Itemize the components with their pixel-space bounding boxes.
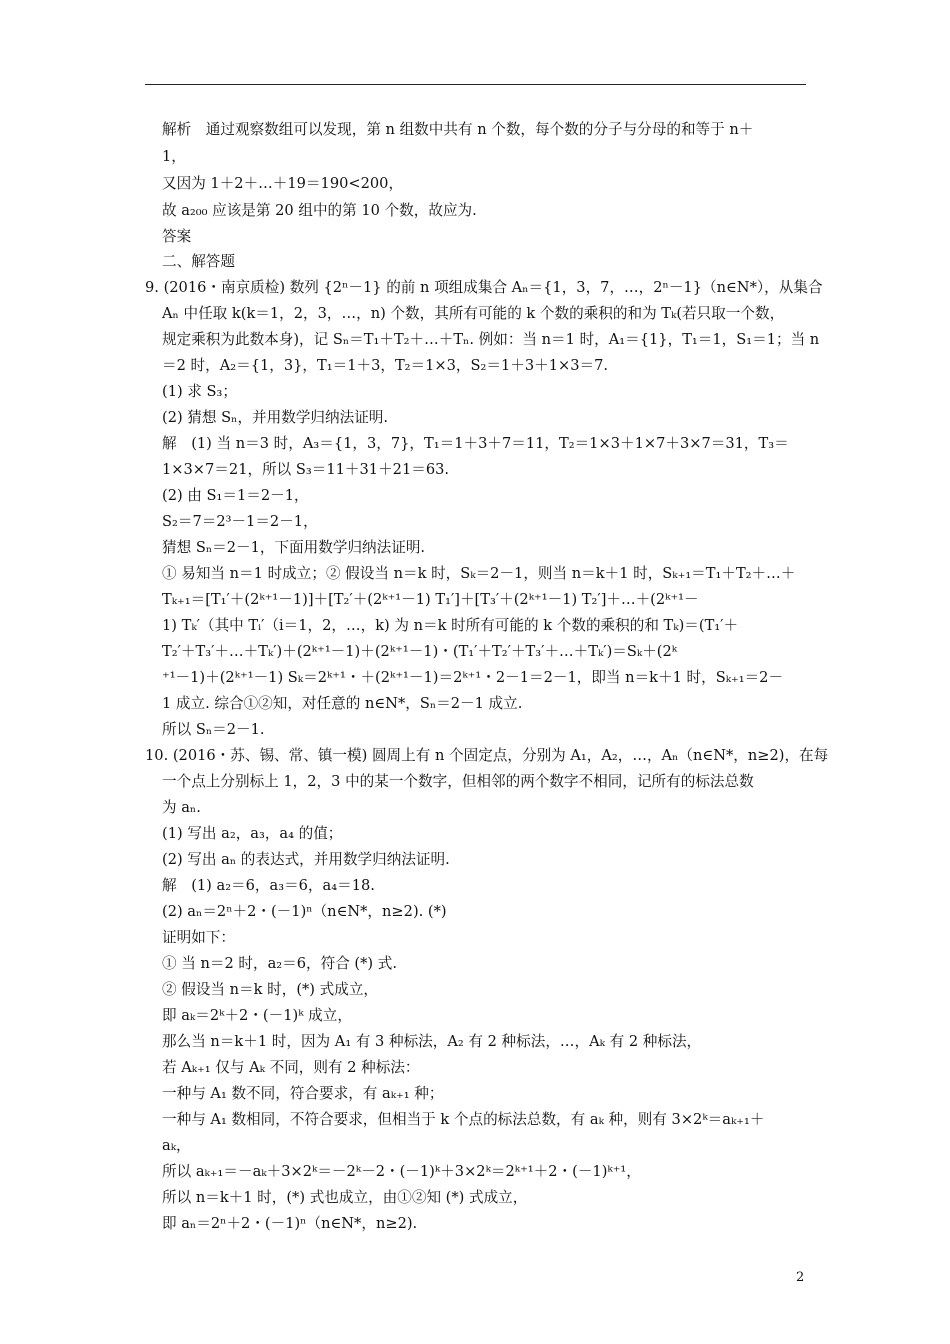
text-line: 猜想 Sₙ＝2－1，下面用数学归纳法证明. [162, 539, 426, 556]
text-line: 规定乘积为此数本身)，记 Sₙ＝T₁＋T₂＋…＋Tₙ. 例如：当 n＝1 时，A₁＝{1}，T₁＝1，S₁＝1；当 n [162, 331, 820, 348]
text-line: 9. (2016・南京质检) 数列 {2ⁿ－1} 的前 n 项组成集合 Aₙ＝{1，3，7，…，2ⁿ－1}（n∈N*），从集合 [145, 279, 823, 296]
text-line: ① 易知当 n＝1 时成立；② 假设当 n＝k 时，Sₖ＝2－1，则当 n＝k＋1 时，Sₖ₊₁＝T₁＋T₂＋…＋ [162, 565, 796, 582]
text-line: 故 a₂₀₀ 应该是第 20 组中的第 10 个数，故应为. [162, 202, 477, 219]
text-line: 一个点上分别标上 1，2，3 中的某一个数字，但相邻的两个数字不相同，记所有的标法总数 [162, 773, 754, 790]
text-line: 解 (1) 当 n＝3 时，A₃＝{1，3，7}，T₁＝1＋3＋7＝11，T₂＝1×3＋1×7＋3×7＝31，T₃＝ [162, 435, 789, 452]
text-line: 那么当 n＝k＋1 时，因为 A₁ 有 3 种标法，A₂ 有 2 种标法，…，Aₖ 有 2 种标法， [162, 1033, 702, 1050]
page-number: 2 [796, 1270, 805, 1285]
text-line: 二、解答题 [162, 253, 235, 270]
text-line: 所以 Sₙ＝2－1. [162, 721, 265, 738]
text-line: 10. (2016・苏、锡、常、镇一模) 圆周上有 n 个固定点，分别为 A₁，A₂，…，Aₙ（n∈N*，n≥2)，在每 [145, 747, 829, 764]
text-line: 1) Tₖ′（其中 Tᵢ′（i＝1，2，…，k) 为 n＝k 时所有可能的 k 个数的乘积的和 Tₖ)＝(T₁′＋ [162, 617, 739, 634]
text-line: 1×3×7＝21，所以 S₃＝11＋31＋21＝63. [162, 461, 450, 478]
text-line: 即 aₙ＝2ⁿ＋2・(－1)ⁿ（n∈N*，n≥2). [162, 1215, 418, 1232]
text-line: 即 aₖ＝2ᵏ＋2・(－1)ᵏ 成立， [162, 1007, 352, 1024]
text-line: 1 成立. 综合①②知，对任意的 n∈N*，Sₙ＝2－1 成立. [162, 695, 523, 712]
text-line: (2) 写出 aₙ 的表达式，并用数学归纳法证明. [162, 851, 450, 868]
text-line: (2) 猜想 Sₙ，并用数学归纳法证明. [162, 409, 389, 426]
text-line: aₖ， [162, 1137, 191, 1154]
text-line: 又因为 1＋2＋…＋19＝190<200， [162, 175, 404, 192]
text-line: 为 aₙ. [162, 799, 201, 816]
text-line: Tₖ₊₁＝[T₁′＋(2ᵏ⁺¹－1)]＋[T₂′＋(2ᵏ⁺¹－1) T₁′]＋[T₃′＋(2ᵏ⁺¹－1) T₂′]＋…＋(2ᵏ⁺¹－ [162, 591, 699, 608]
text-line: (1) 求 S₃； [162, 383, 237, 400]
text-line: (2) 由 S₁＝1＝2－1， [162, 487, 309, 504]
text-line: 所以 n＝k＋1 时，(*) 式也成立，由①②知 (*) 式成立， [162, 1189, 528, 1206]
text-line: 解 (1) a₂＝6，a₃＝6，a₄＝18. [162, 877, 375, 894]
text-line: ＝2 时，A₂＝{1，3}，T₁＝1＋3，T₂＝1×3，S₂＝1＋3＋1×3＝7. [162, 357, 609, 374]
text-line: 一种与 A₁ 数相同，不符合要求，但相当于 k 个点的标法总数，有 aₖ 种，则有 3×2ᵏ＝aₖ₊₁＋ [162, 1111, 765, 1128]
header-rule [145, 84, 806, 85]
text-line: (1) 写出 a₂，a₃，a₄ 的值； [162, 825, 343, 842]
text-line: Aₙ 中任取 k(k＝1，2，3，…，n) 个数，其所有可能的 k 个数的乘积的和为 Tₖ(若只取一个数， [162, 305, 785, 322]
text-line: 1， [162, 148, 186, 165]
text-line: (2) aₙ＝2ⁿ＋2・(－1)ⁿ（n∈N*，n≥2). (*) [162, 903, 447, 920]
text-line: T₂′＋T₃′＋…＋Tₖ′)＋(2ᵏ⁺¹－1)＋(2ᵏ⁺¹－1)・(T₁′＋T₂′＋T₃′＋…＋Tₖ′)＝Sₖ＋(2ᵏ [162, 643, 678, 660]
text-line: S₂＝7＝2³－1＝2－1， [162, 513, 318, 530]
text-line: 解析 通过观察数组可以发现，第 n 组数中共有 n 个数，每个数的分子与分母的和等于 n＋ [162, 121, 754, 138]
text-line: 若 Aₖ₊₁ 仅与 Aₖ 不同，则有 2 种标法： [162, 1059, 420, 1076]
text-line: 所以 aₖ₊₁＝－aₖ＋3×2ᵏ＝－2ᵏ－2・(－1)ᵏ＋3×2ᵏ＝2ᵏ⁺¹＋2・(－1)ᵏ⁺¹， [162, 1163, 641, 1180]
text-line: ⁺¹－1)＋(2ᵏ⁺¹－1) Sₖ＝2ᵏ⁺¹・＋(2ᵏ⁺¹－1)＝2ᵏ⁺¹・2－1＝2－1，即当 n＝k＋1 时，Sₖ₊₁＝2－ [162, 669, 784, 686]
text-line: 答案 [162, 228, 192, 245]
text-line: 一种与 A₁ 数不同，符合要求，有 aₖ₊₁ 种； [162, 1085, 444, 1102]
text-line: ① 当 n＝2 时，a₂＝6，符合 (*) 式. [162, 955, 397, 972]
text-line: ② 假设当 n＝k 时，(*) 式成立， [162, 981, 379, 998]
text-line: 证明如下： [162, 929, 235, 946]
